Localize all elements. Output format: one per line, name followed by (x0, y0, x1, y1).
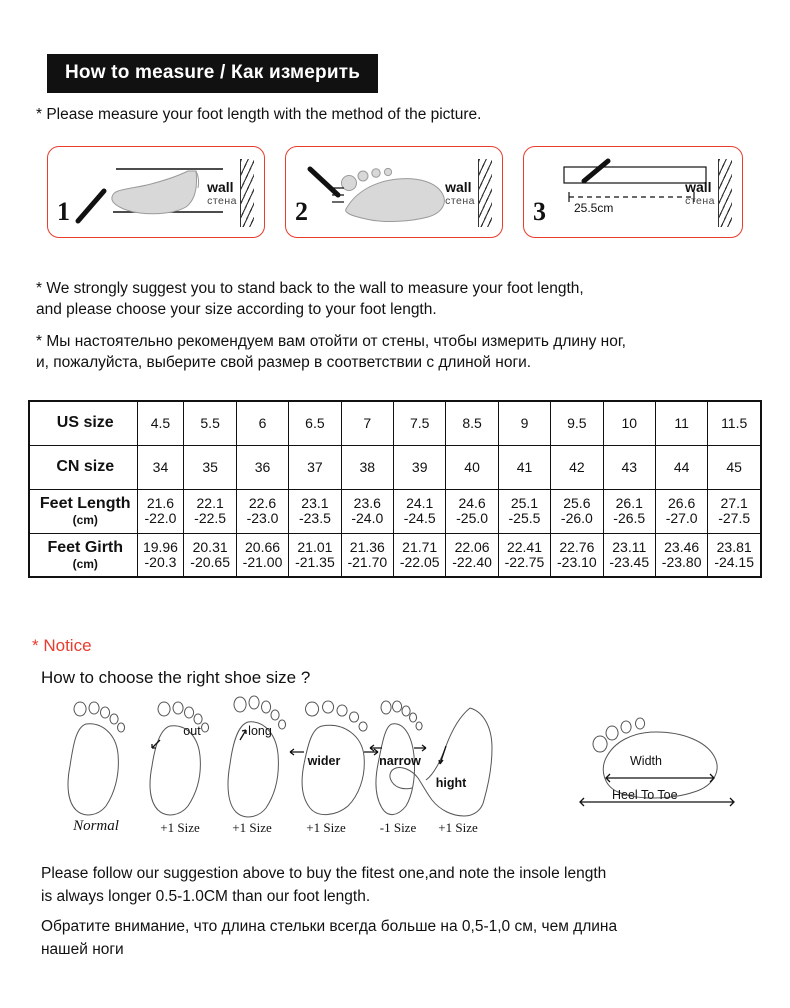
step-1-box (47, 146, 265, 238)
cell: 9 (498, 401, 550, 445)
row-label-text: Feet Length (39, 495, 131, 512)
cell: 22.6 -23.0 (236, 489, 288, 533)
cell: 23.1 -23.5 (289, 489, 341, 533)
wall-hatch (240, 159, 254, 227)
insole-note-ru-line2: нашей ноги (41, 941, 124, 958)
cell: 25.1 -25.5 (498, 489, 550, 533)
notice-subtitle: How to choose the right shoe size ? (41, 668, 311, 687)
foot-caption-long: +1 Size (232, 820, 272, 835)
cell: 22.41 -22.75 (498, 533, 550, 577)
wall-label: wall стена (207, 179, 237, 207)
stand-back-note (36, 278, 584, 320)
table-row-cn-size (29, 445, 761, 489)
step-number: 1 (57, 197, 70, 226)
cell: 22.06 -22.40 (446, 533, 498, 577)
notice-title: * Notice (32, 636, 92, 655)
wall-label-ru: стена (685, 195, 715, 207)
cell: 25.6 -26.0 (551, 489, 603, 533)
step-2-box (285, 146, 503, 238)
cell: 5.5 (184, 401, 236, 445)
row-label-us-size: US size (29, 401, 137, 445)
cell: 27.1 -27.5 (708, 489, 761, 533)
cell: 7.5 (394, 401, 446, 445)
cell: 26.6 -27.0 (655, 489, 707, 533)
wall-label: wall стена (685, 179, 715, 207)
foot-caption-normal: Normal (73, 818, 119, 834)
cell: 7 (341, 401, 393, 445)
foot-caption-wider: +1 Size (306, 820, 346, 835)
cell: 20.31 -20.65 (184, 533, 236, 577)
wall-hatch (478, 159, 492, 227)
row-label-cn-size: CN size (29, 445, 137, 489)
row-label-feet-girth (29, 533, 137, 577)
insole-note-line2: is always longer 0.5-1.0CM than our foot length. (41, 888, 371, 905)
cell: 11.5 (708, 401, 761, 445)
row-label-unit: (cm) (72, 513, 98, 527)
cell: 22.1 -22.5 (184, 489, 236, 533)
cell: 38 (341, 445, 393, 489)
table-row-feet-girth (29, 533, 761, 577)
cell: 37 (289, 445, 341, 489)
wall-label: wall стена (445, 179, 475, 207)
cell: 34 (137, 445, 184, 489)
table-row-feet-length (29, 489, 761, 533)
foot-caption-hight: +1 Size (438, 820, 478, 835)
cell: 45 (708, 445, 761, 489)
wall-hatch (718, 159, 732, 227)
cell: 23.6 -24.0 (341, 489, 393, 533)
row-label-text: Feet Girth (47, 538, 124, 556)
page-title: How to measure / Как измерить (47, 54, 378, 93)
cell: 42 (551, 445, 603, 489)
row-label-feet-length (29, 489, 137, 533)
cell: 23.81 -24.15 (708, 533, 761, 577)
size-table (28, 400, 762, 578)
measure-steps (47, 146, 743, 238)
step-number: 3 (533, 197, 546, 226)
foot-label-wider: wider (307, 754, 341, 768)
stand-back-note-line2: and please choose your size according to your foot length. (36, 301, 437, 318)
insole-note-ru-line1: Обратите внимание, что длина стельки всегда больше на 0,5-1,0 см, чем длина (41, 918, 618, 935)
measure-value: 25.5cm (574, 201, 614, 215)
insole-note (41, 862, 741, 908)
foot-label-narrow: narrow (379, 754, 421, 768)
size-chart (28, 400, 762, 578)
cell: 23.11 -23.45 (603, 533, 655, 577)
wall-label-ru: стена (445, 195, 475, 207)
cell: 36 (236, 445, 288, 489)
cell: 39 (394, 445, 446, 489)
insole-note-ru (41, 915, 751, 961)
cell: 6 (236, 401, 288, 445)
stand-back-note-line1: * We strongly suggest you to stand back to the wall to measure your foot length, (36, 280, 584, 297)
foot-caption-narrow: -1 Size (379, 820, 417, 835)
cell: 8.5 (446, 401, 498, 445)
table-row-us-size (29, 401, 761, 445)
stand-back-note-ru-line1: * Мы настоятельно рекомендуем вам отойти от стены, чтобы измерить длину ног, (36, 333, 626, 350)
cell: 6.5 (289, 401, 341, 445)
cell: 21.71 -22.05 (394, 533, 446, 577)
cell: 21.01 -21.35 (289, 533, 341, 577)
insole-note-line1: Please follow our suggestion above to buy the fitest one,and note the insole length (41, 865, 607, 882)
cell: 26.1 -26.5 (603, 489, 655, 533)
step-number: 2 (295, 197, 308, 226)
cell: 4.5 (137, 401, 184, 445)
foot-label-long: long (248, 724, 272, 738)
measure-instruction-note: * Please measure your foot length with the method of the picture. (36, 106, 482, 123)
cell: 22.76 -23.10 (551, 533, 603, 577)
cell: 40 (446, 445, 498, 489)
cell: 24.6 -25.0 (446, 489, 498, 533)
cell: 20.66 -21.00 (236, 533, 288, 577)
foot-label-hight: hight (435, 776, 467, 790)
foot-label-out: out (183, 724, 201, 738)
stand-back-note-ru-line2: и, пожалуйста, выберите свой размер в соответствии с длиной ноги. (36, 354, 532, 371)
row-label-unit: (cm) (72, 556, 98, 571)
width-label: Width (630, 754, 662, 768)
heel-to-toe-label: Heel To Toe (612, 788, 678, 802)
cell: 21.36 -21.70 (341, 533, 393, 577)
cell: 10 (603, 401, 655, 445)
cell: 19.96 -20.3 (137, 533, 184, 577)
cell: 21.6 -22.0 (137, 489, 184, 533)
stand-back-note-ru (36, 331, 626, 373)
cell: 11 (655, 401, 707, 445)
foot-shapes-illustration (40, 694, 750, 846)
wall-label-ru: стена (207, 195, 237, 207)
foot-caption-out: +1 Size (160, 820, 200, 835)
cell: 43 (603, 445, 655, 489)
cell: 35 (184, 445, 236, 489)
cell: 9.5 (551, 401, 603, 445)
step-3-box (523, 146, 743, 238)
cell: 41 (498, 445, 550, 489)
cell: 24.1 -24.5 (394, 489, 446, 533)
cell: 44 (655, 445, 707, 489)
cell: 23.46 -23.80 (655, 533, 707, 577)
